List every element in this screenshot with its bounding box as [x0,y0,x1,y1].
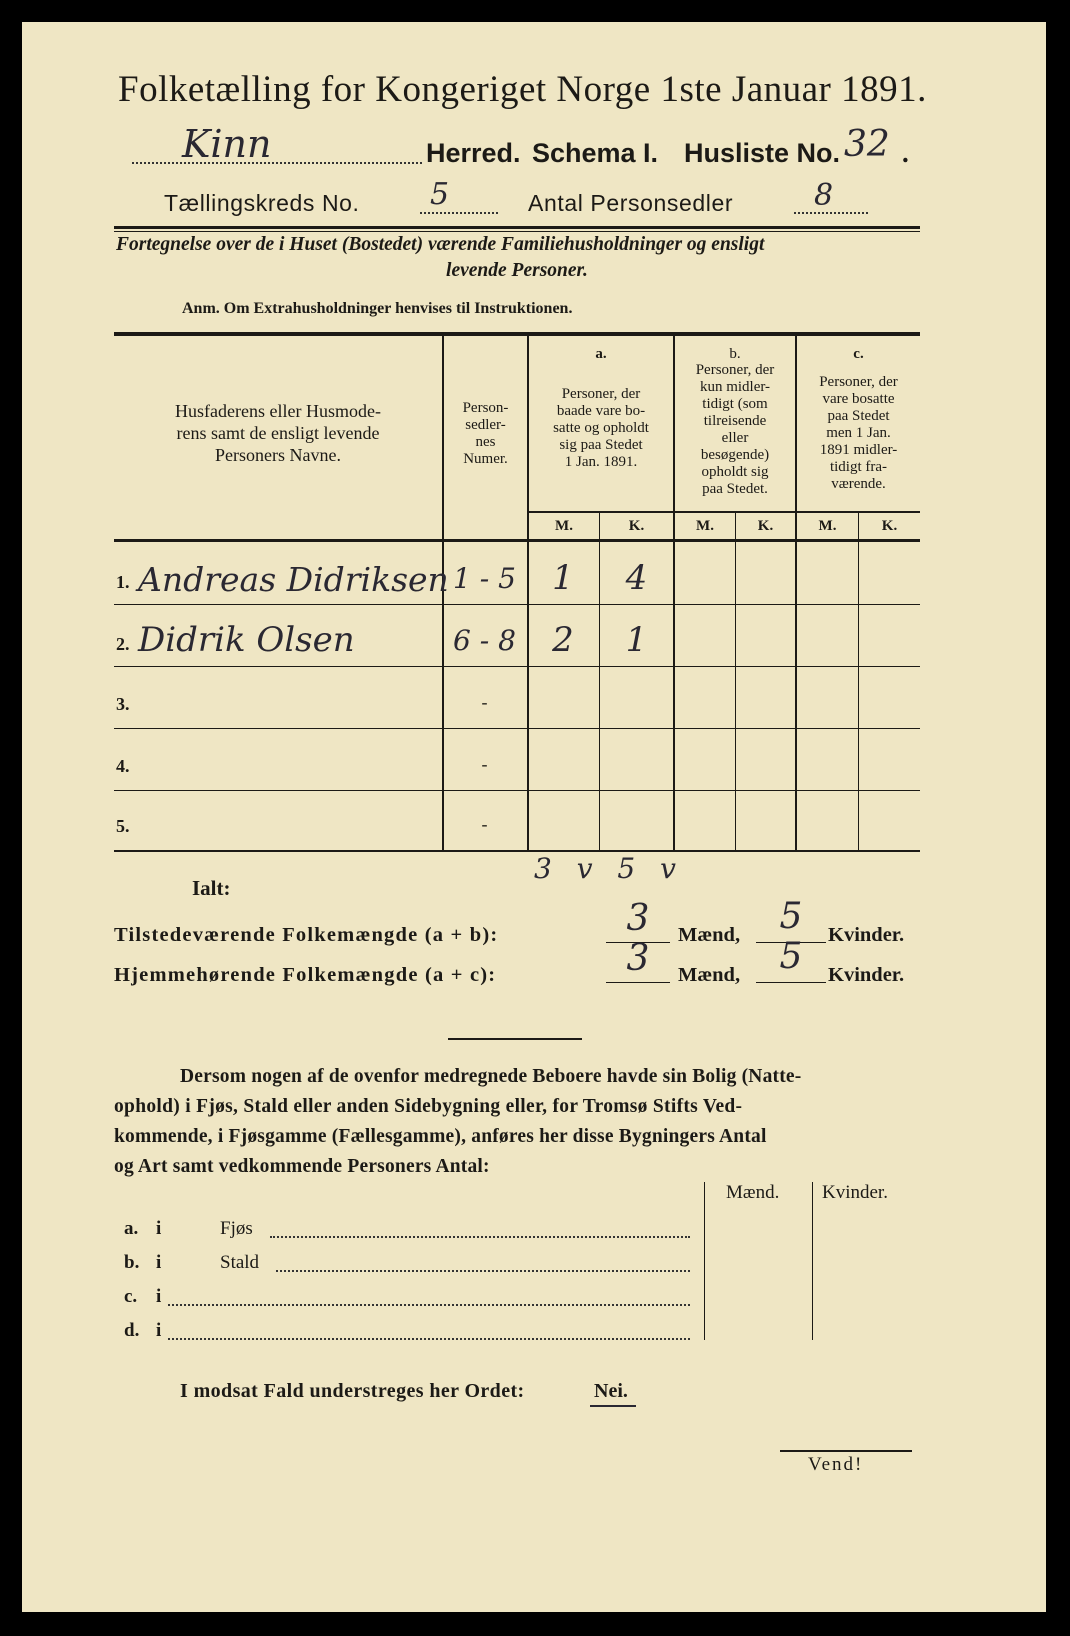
row-numer: - [481,754,488,774]
row-numer: 1 - 5 [453,562,516,595]
bolig-item-i: i [156,1218,162,1239]
bolig-vline [812,1182,813,1340]
row-name: Didrik Olsen [138,620,355,660]
col-header-c: Personer, der vare bosatte paa Stedet men 1 Jan. 1891 midler- tidigt fra- værende. [819,374,898,492]
row-number: 1. [116,572,130,592]
table-vline [858,512,859,850]
bolig-dotted-line [276,1270,690,1272]
table-vline [735,512,736,850]
row-a-k: 4 [625,558,648,598]
bolig-item-i: i [156,1320,162,1341]
bolig-line-4: og Art samt vedkommende Personers Antal: [114,1156,490,1177]
col-header-b: Personer, der kun midler- tidigt (som tilreisende eller besøgende) opholdt sig paa Stedet. [695,362,775,497]
bolig-item-i: i [156,1252,162,1273]
c-k-label: K. [881,518,898,534]
kreds-label: Tællingskreds No. [164,190,360,216]
ialt-label: Ialt: [192,876,231,900]
row-number: 4. [116,756,130,776]
col-a-letter: a. [595,346,607,362]
tilst-label: Tilstedeværende Folkemængde (a + b): [114,924,499,946]
tilst-maend-label: Mænd, [678,924,741,946]
table-bottom-rule [114,850,920,852]
row-rule [114,666,920,667]
table-top-rule [114,332,920,336]
row-numer: - [481,814,488,834]
hjem-m-value: 3 [626,938,650,979]
nei-underline [590,1405,636,1407]
schema-label: Schema I. [532,138,659,168]
bolig-line-2: ophold) i Fjøs, Stald eller anden Sidebygning eller, for Tromsø Stifts Ved- [114,1096,743,1117]
col-b-letter: b. [729,346,741,362]
col-header-names: Husfaderens eller Husmode- rens samt de ensligt levende Personers Navne. [175,401,381,465]
antal-value: 8 [814,178,834,213]
hjem-k-line [756,982,826,983]
a-k-label: K. [628,518,645,534]
bolig-item-i: i [156,1286,162,1307]
bolig-item-label: Stald [220,1252,260,1273]
intro-line-2: levende Personer. [446,260,588,281]
mk-header-rule [527,511,920,513]
row-a-m: 2 [552,620,574,660]
kreds-value: 5 [430,177,450,212]
section-divider [448,1038,582,1040]
c-m-label: M. [818,518,837,534]
bolig-item-label: Fjøs [220,1218,253,1239]
antal-label: Antal Personsedler [528,190,734,216]
bolig-maend-head: Mænd. [726,1182,780,1203]
bolig-dotted-line [270,1236,690,1238]
hjem-kvinder-label: Kvinder. [828,964,905,986]
row-a-m: 1 [552,558,574,598]
kreds-dotted-line [420,212,498,214]
row-rule [114,790,920,791]
row-number: 5. [116,816,130,836]
modsat-label: I modsat Fald understreges her Ordet: [180,1380,525,1402]
bolig-item-letter: c. [124,1286,138,1307]
census-form-page [22,22,1046,1612]
hjem-maend-label: Mænd, [678,964,741,986]
hjem-m-line [606,982,670,983]
row-numer: - [481,692,488,712]
hjem-k-value: 5 [779,936,803,977]
form-title: Folketælling for Kongeriget Norge 1ste Januar 1891. [118,69,927,110]
row-numer: 6 - 8 [453,624,516,657]
husliste-value: 32 [844,124,890,165]
header-rule-thin [114,231,920,232]
ialt-note: 3 v 5 v [534,852,676,885]
row-number: 3. [116,694,130,714]
row-number: 2. [116,634,130,654]
bolig-dotted-line [168,1338,690,1340]
row-name: Andreas Didriksen [138,560,449,599]
bolig-vline [704,1182,705,1340]
bolig-line-1: Dersom nogen af de ovenfor medregnede Beboere havde sin Bolig (Natte- [180,1066,802,1087]
col-header-numer: Person- sedler- nes Numer. [462,400,509,467]
bolig-dotted-line [168,1304,690,1306]
herred-dotted-line [132,162,422,164]
bolig-kvinder-head: Kvinder. [822,1182,888,1203]
vend-label: Vend! [808,1454,864,1475]
intro-line-1: Fortegnelse over de i Huset (Bostedet) værende Familiehusholdninger og ensligt [116,234,765,255]
bolig-item-letter: d. [124,1320,140,1341]
row-a-k: 1 [625,620,648,660]
row-rule [114,728,920,729]
tilst-k-value: 5 [779,896,803,937]
herred-label: Herred. [426,138,521,168]
b-k-label: K. [757,518,774,534]
a-m-label: M. [555,518,573,534]
vend-rule [780,1450,912,1452]
husliste-label: Husliste No. [684,138,841,168]
hjem-label: Hjemmehørende Folkemængde (a + c): [114,964,497,986]
nei-word: Nei. [594,1380,628,1402]
header-rule [114,226,920,229]
col-c-letter: c. [853,346,864,362]
col-header-a: Personer, der baade vare bo- satte og opholdt sig paa Stedet 1 Jan. 1891. [553,386,649,470]
row-rule [114,604,920,605]
table-header-bottom-rule [114,539,920,542]
husliste-period: . [902,138,909,168]
herred-value: Kinn [182,122,272,166]
tilst-kvinder-label: Kvinder. [828,924,905,946]
tilst-m-value: 3 [626,898,650,939]
bolig-item-letter: a. [124,1218,139,1239]
anm-note: Anm. Om Extrahusholdninger henvises til Instruktionen. [182,300,573,317]
b-m-label: M. [696,518,714,534]
bolig-item-letter: b. [124,1252,140,1273]
bolig-line-3: kommende, i Fjøsgamme (Fællesgamme), anføres her disse Bygningers Antal [114,1126,767,1147]
